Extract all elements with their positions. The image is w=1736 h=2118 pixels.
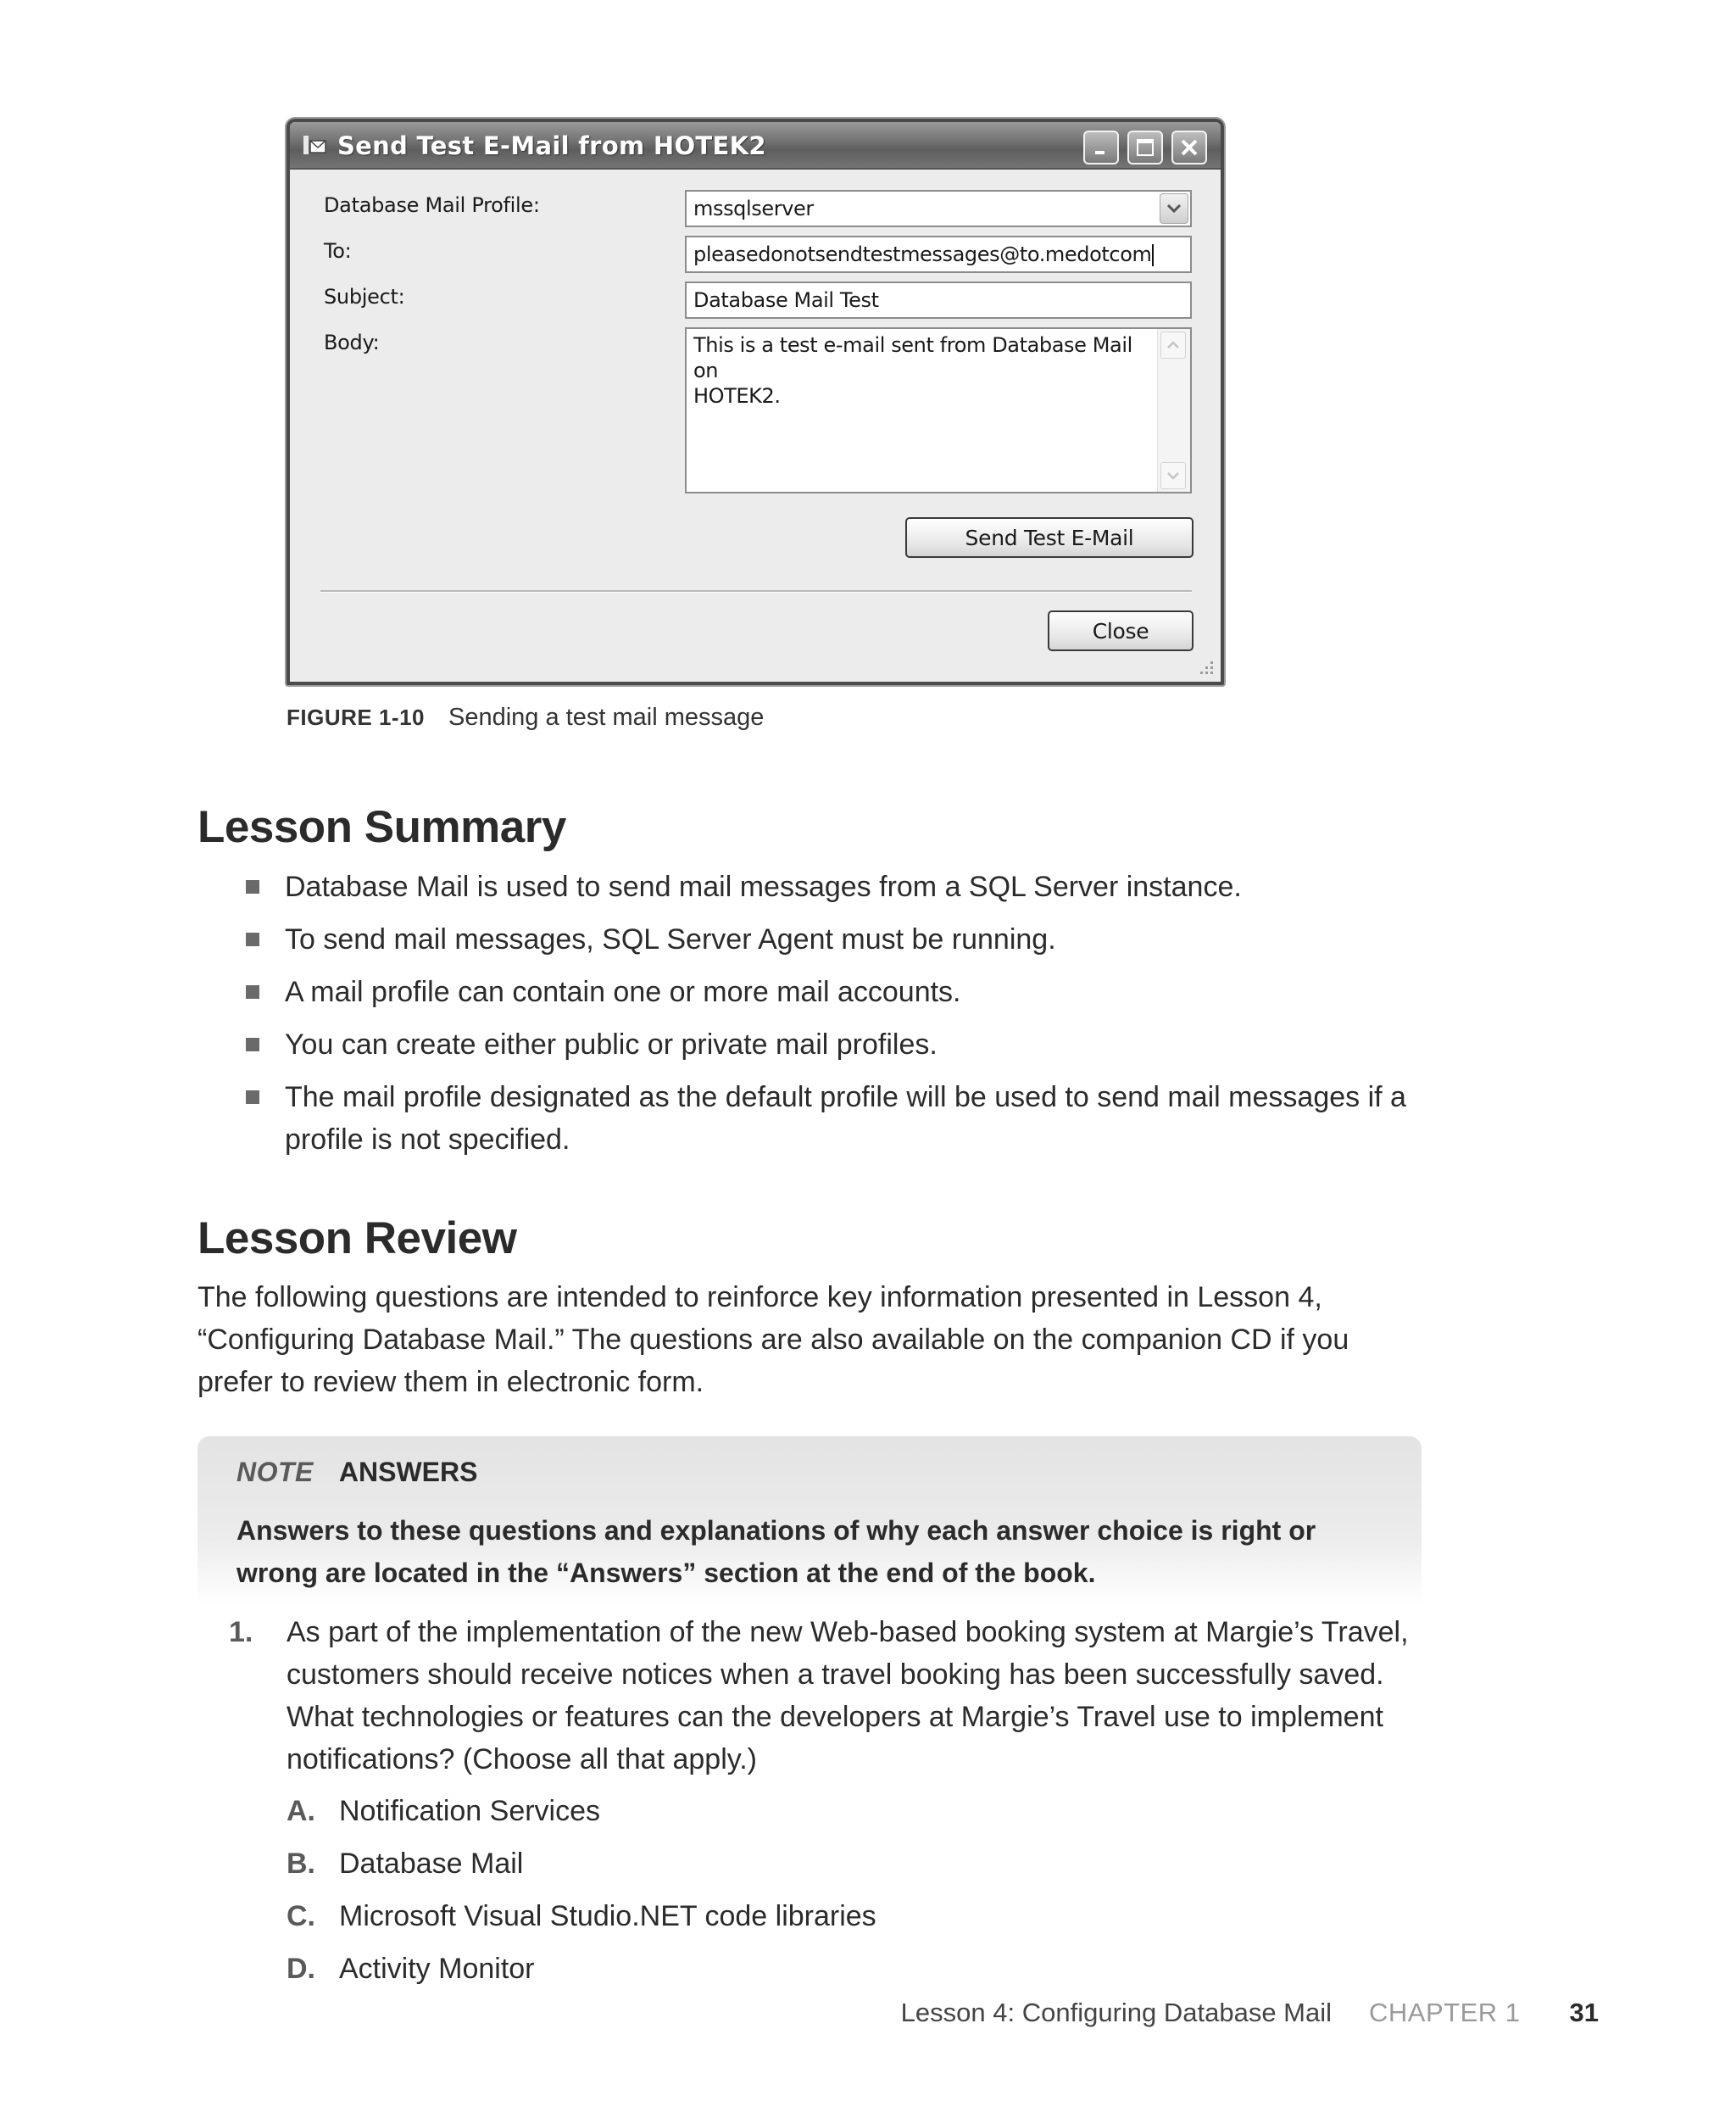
- minimize-button[interactable]: [1083, 131, 1119, 164]
- subject-value: Database Mail Test: [693, 288, 879, 312]
- list-item: [246, 971, 1433, 1013]
- answer-option: [287, 1842, 523, 1885]
- close-button[interactable]: Close: [1048, 610, 1194, 651]
- bullet-icon: [246, 1090, 259, 1104]
- list-item-text: To send mail messages, SQL Server Agent must be running.: [285, 923, 1056, 956]
- option-text: Activity Monitor: [339, 1953, 535, 1985]
- minimize-icon: [1091, 137, 1111, 158]
- list-item: [246, 1076, 1433, 1161]
- list-item-text: A mail profile can contain one or more mail accounts.: [285, 976, 961, 1008]
- answer-option: [287, 1895, 876, 1937]
- resize-grip-icon[interactable]: [1197, 658, 1216, 677]
- body-label: Body:: [324, 331, 380, 354]
- send-test-email-button[interactable]: Send Test E-Mail: [905, 517, 1194, 558]
- summary-list: [246, 866, 1433, 1171]
- note-title: ANSWERS: [338, 1457, 478, 1487]
- question-number: 1.: [229, 1616, 253, 1648]
- lesson-summary-heading: Lesson Summary: [198, 802, 566, 852]
- profile-value: mssqlserver: [693, 197, 814, 220]
- answer-option: [287, 1790, 600, 1832]
- figure-number: FIGURE 1-10: [287, 705, 425, 730]
- scroll-up-button[interactable]: [1160, 332, 1186, 359]
- body-scrollbar[interactable]: [1157, 329, 1190, 492]
- list-item-text: You can create either public or private mail profiles.: [285, 1028, 938, 1061]
- close-window-button[interactable]: [1171, 131, 1207, 164]
- chevron-down-icon: [1166, 203, 1182, 215]
- to-input[interactable]: [685, 236, 1192, 273]
- maximize-button[interactable]: [1127, 131, 1163, 164]
- send-test-email-window: [287, 119, 1224, 685]
- subject-label: Subject:: [324, 285, 405, 309]
- text-caret: [1152, 244, 1154, 266]
- option-text: Notification Services: [339, 1795, 601, 1827]
- option-letter: B.: [287, 1848, 315, 1880]
- window-title: Send Test E-Mail from HOTEK2: [337, 131, 766, 160]
- option-letter: C.: [287, 1900, 315, 1932]
- bullet-icon: [246, 1038, 259, 1051]
- list-item-text: The mail profile designated as the default profile will be used to send mail messages if a profile is not specified.: [285, 1081, 1406, 1156]
- subject-input[interactable]: [685, 281, 1192, 319]
- question-text: As part of the implementation of the new Web-based booking system at Margie’s Travel, customers should receive notices when a travel booking has been successfully saved. What technologies or features can the developers at Margie’s Travel use to implement notifications? (Choose all that apply.): [287, 1616, 1409, 1775]
- note-header: [236, 1457, 477, 1488]
- list-item: [246, 918, 1433, 961]
- page-number: 31: [1569, 1998, 1599, 2027]
- option-text: Database Mail: [339, 1848, 524, 1880]
- dropdown-button[interactable]: [1160, 193, 1188, 224]
- review-intro: The following questions are intended to reinforce key information presented in Lesson 4, “Configuring Database Mail.” The questions are also available on the companion CD if you prefer to review them in electronic form.: [198, 1281, 1349, 1398]
- dialog-client-area: [290, 170, 1221, 682]
- title-bar[interactable]: [290, 122, 1221, 170]
- close-icon: [1179, 137, 1199, 158]
- note-tag: NOTE: [236, 1457, 314, 1487]
- page-footer: [901, 1998, 1599, 2028]
- note-body: Answers to these questions and explanations of why each answer choice is right or wrong are located in the “Answers” section at the end of the book.: [236, 1515, 1316, 1588]
- list-item: [246, 1023, 1433, 1066]
- footer-chapter: CHAPTER 1: [1369, 1998, 1521, 2027]
- list-item-text: Database Mail is used to send mail messages from a SQL Server instance.: [285, 871, 1242, 903]
- note-box: [198, 1436, 1422, 1606]
- footer-lesson: Lesson 4: Configuring Database Mail: [900, 1998, 1333, 2027]
- profile-select[interactable]: [685, 190, 1192, 227]
- body-textarea[interactable]: [685, 327, 1192, 493]
- figure-caption: [287, 704, 764, 732]
- list-item: [246, 866, 1433, 908]
- lesson-review-heading: Lesson Review: [198, 1213, 517, 1263]
- chevron-up-icon: [1166, 341, 1180, 349]
- bullet-icon: [246, 880, 259, 894]
- bullet-icon: [246, 933, 259, 946]
- chevron-down-icon: [1166, 471, 1180, 480]
- to-value: pleasedonotsendtestmessages@to.medotcom: [693, 242, 1152, 266]
- scroll-down-button[interactable]: [1160, 462, 1186, 489]
- separator: [320, 590, 1192, 593]
- answer-option: [287, 1948, 535, 1990]
- bullet-icon: [246, 985, 259, 999]
- option-letter: D.: [287, 1953, 315, 1985]
- body-value: This is a test e-mail sent from Database Mail on HOTEK2.: [693, 333, 1132, 408]
- app-icon: [302, 132, 327, 158]
- figure-caption-text: Sending a test mail message: [448, 704, 765, 731]
- option-letter: A.: [287, 1795, 315, 1827]
- to-label: To:: [324, 239, 352, 263]
- maximize-icon: [1135, 137, 1155, 158]
- option-text: Microsoft Visual Studio.NET code libraries: [339, 1900, 876, 1932]
- profile-label: Database Mail Profile:: [324, 193, 540, 217]
